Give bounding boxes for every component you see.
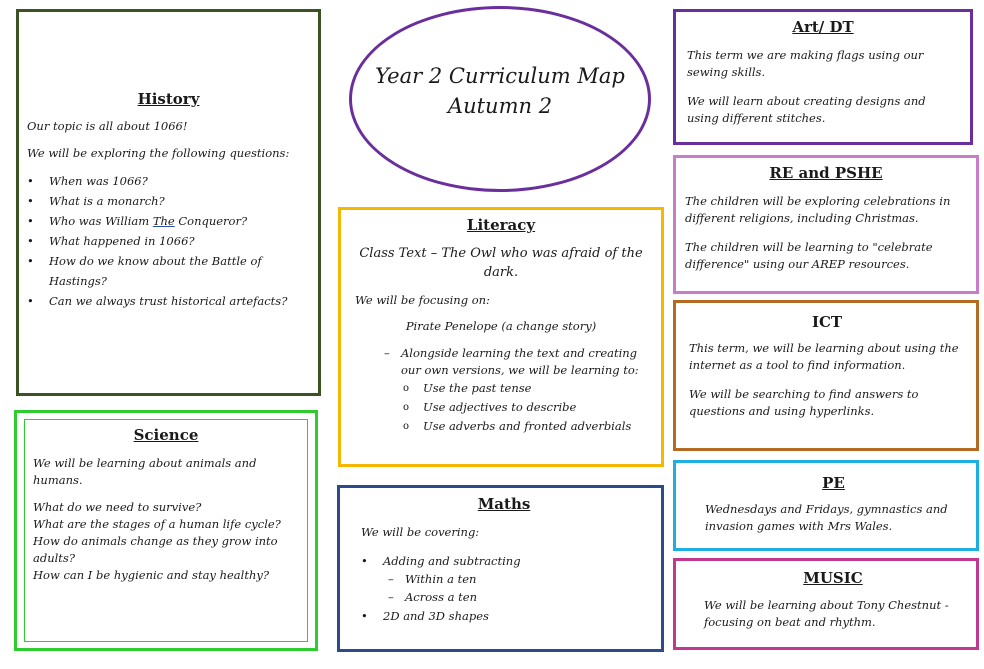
list-item: – Across a ten bbox=[405, 588, 647, 606]
list-item: • When was 1066? bbox=[49, 171, 310, 191]
list-item: • 2D and 3D shapes bbox=[383, 606, 647, 626]
list-item: – Alongside learning the text and creating our own versions, we will be learning to: bbox=[401, 345, 647, 379]
ict-panel bbox=[673, 300, 979, 451]
pe-text: Wednesdays and Fridays, gymnastics and invasion games with Mrs Wales. bbox=[705, 502, 948, 533]
maths-title: Maths bbox=[477, 495, 531, 513]
class-text: Class Text – The Owl who was afraid of the dark. bbox=[359, 246, 643, 280]
list-item: • How do we know about the Battle of Hastings? bbox=[49, 251, 310, 291]
title-oval bbox=[349, 6, 651, 192]
list-item: o Use the past tense bbox=[423, 379, 647, 398]
maths-list bbox=[361, 552, 647, 570]
list-item: • What happened in 1066? bbox=[49, 231, 310, 251]
page-title: Year 2 Curriculum Map bbox=[375, 64, 625, 88]
literacy-list bbox=[355, 345, 647, 379]
list-item: o Use adverbs and fronted adverbials bbox=[423, 417, 647, 436]
maths-sublist bbox=[361, 570, 647, 606]
science-inner-border bbox=[24, 419, 308, 642]
science-line: What do we need to survive? bbox=[33, 500, 202, 514]
art-text: We will learn about creating designs and using different stitches. bbox=[687, 94, 926, 125]
list-item bbox=[49, 211, 310, 231]
music-text: We will be learning about Tony Chestnut - focusing on beat and rhythm. bbox=[704, 598, 949, 629]
science-intro: We will be learning about animals and humans. bbox=[33, 456, 257, 487]
literacy-panel bbox=[338, 207, 664, 467]
science-title: Science bbox=[133, 426, 199, 444]
list-item: – Within a ten bbox=[405, 570, 647, 588]
maths-list bbox=[361, 606, 647, 626]
question-text: Who was William bbox=[49, 214, 153, 228]
re-text: The children will be exploring celebrations in different religions, including Christmas. bbox=[685, 194, 951, 225]
list-item: • Adding and subtracting bbox=[383, 552, 647, 570]
ict-text: We will be searching to find answers to questions and using hyperlinks. bbox=[689, 387, 919, 418]
music-title: MUSIC bbox=[803, 569, 863, 587]
art-title: Art/ DT bbox=[792, 18, 854, 36]
re-title: RE and PSHE bbox=[769, 164, 883, 182]
history-title: History bbox=[137, 90, 200, 108]
literacy-skills bbox=[355, 379, 647, 436]
maths-panel bbox=[337, 485, 664, 652]
science-line: How can I be hygienic and stay healthy? bbox=[33, 568, 270, 582]
history-intro: Our topic is all about 1066! bbox=[27, 119, 188, 133]
re-pshe-panel bbox=[673, 155, 979, 294]
list-item: • What is a monarch? bbox=[49, 191, 310, 211]
ict-title: ICT bbox=[811, 313, 843, 331]
science-line: How do animals change as they grow into adults? bbox=[33, 534, 278, 565]
science-panel bbox=[14, 410, 318, 651]
list-item: • Can we always trust historical artefacts? bbox=[49, 291, 310, 311]
art-dt-panel bbox=[673, 9, 973, 145]
list-item: o Use adjectives to describe bbox=[423, 398, 647, 417]
maths-lead: We will be covering: bbox=[361, 525, 480, 539]
literacy-focus: We will be focusing on: bbox=[355, 293, 490, 307]
pe-panel bbox=[673, 460, 979, 551]
page-subtitle: Autumn 2 bbox=[447, 94, 553, 118]
music-panel bbox=[673, 558, 979, 650]
literacy-title: Literacy bbox=[466, 216, 536, 234]
ict-text: This term, we will be learning about using the internet as a tool to find information. bbox=[689, 341, 959, 372]
history-questions bbox=[27, 171, 310, 311]
science-line: What are the stages of a human life cycle? bbox=[33, 517, 281, 531]
re-text: The children will be learning to "celebrate difference" using our AREP resources. bbox=[685, 240, 933, 271]
question-text-underlined: The bbox=[152, 214, 175, 228]
question-text: Conqueror? bbox=[174, 214, 248, 228]
literacy-story: Pirate Penelope (a change story) bbox=[405, 319, 597, 333]
history-lead: We will be exploring the following questions: bbox=[27, 146, 290, 160]
art-text: This term we are making flags using our sewing skills. bbox=[687, 48, 924, 79]
pe-title: PE bbox=[822, 474, 845, 492]
history-panel bbox=[16, 9, 321, 396]
